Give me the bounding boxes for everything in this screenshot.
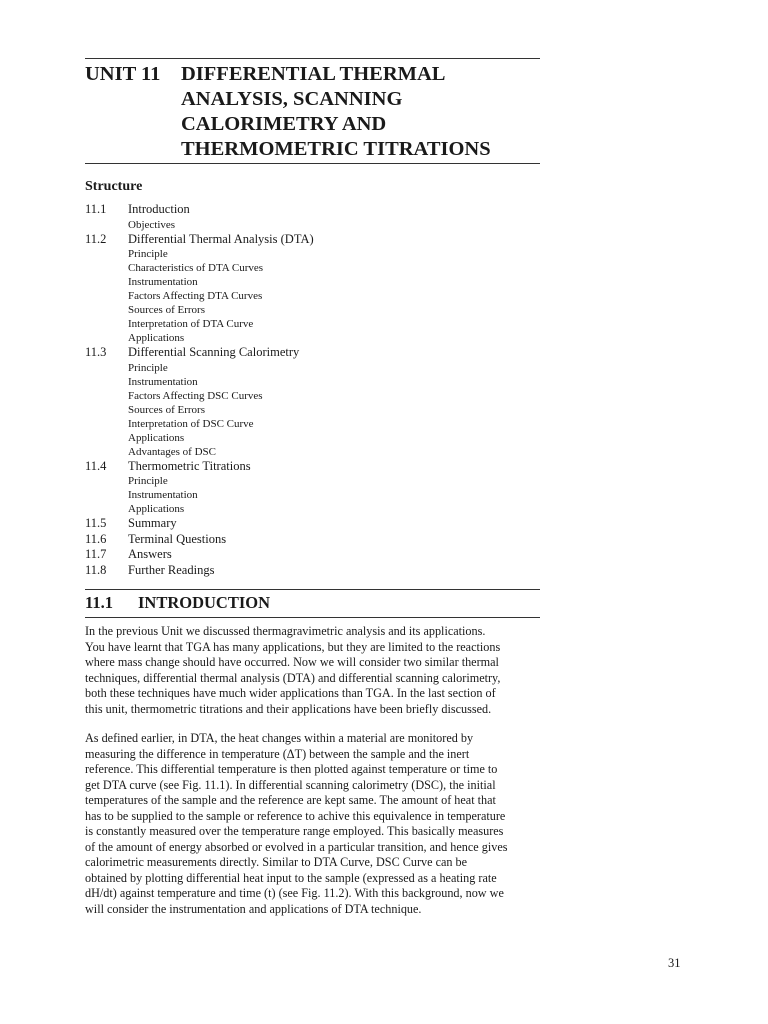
toc-entry-title: Further Readings (128, 562, 215, 577)
toc-entry (85, 563, 540, 579)
toc-entry (85, 532, 540, 548)
toc-subentry: Applications (128, 431, 185, 444)
unit-title (181, 62, 491, 162)
paragraph-line: will consider the instrumentation and applications of DTA technique. (85, 901, 422, 916)
toc-subentry: Interpretation of DSC Curve (128, 417, 254, 430)
toc-subentry: Advantages of DSC (128, 445, 216, 458)
toc-entry-title: Summary (128, 516, 177, 530)
paragraph-line: of the amount of energy absorbed or evolved in a particular transition, and hence gives (85, 839, 508, 854)
paragraph-line: measuring the difference in temperature (ΔT) between the sample and the inert (85, 746, 470, 761)
toc-entry-number: 11.6 (85, 531, 107, 546)
paragraph-line: has to be supplied to the sample or reference to achive this equivalence in temperature (85, 808, 506, 823)
toc-subentry: Applications (128, 332, 185, 344)
paragraph-line: reference. This differential temperature is then plotted against temperature or time to (85, 762, 498, 776)
toc-entry-number: 11.5 (85, 516, 107, 530)
toc-subentry: Instrumentation (128, 489, 198, 501)
paragraph-line: obtained by plotting differential heat input to the sample (expressed as a heating rate (85, 870, 497, 885)
unit-title-line: DIFFERENTIAL THERMAL (181, 63, 446, 85)
unit-title-line: THERMOMETRIC TITRATIONS (181, 138, 491, 160)
toc-entry-title: Introduction (128, 202, 190, 216)
toc-entry-number: 11.3 (85, 345, 107, 359)
toc-entry (85, 232, 540, 248)
toc-entry-number: 11.7 (85, 547, 107, 561)
toc-subentry: Characteristics of DTA Curves (128, 262, 264, 274)
toc-subentry: Instrumentation (128, 276, 198, 288)
toc-entry-title: Terminal Questions (128, 531, 227, 546)
toc-subentry: Interpretation of DTA Curve (128, 318, 254, 330)
paragraph-line: temperatures of the sample and the reference are kept same. The amount of heat that (85, 793, 496, 807)
unit-title-line: CALORIMETRY AND (181, 113, 387, 135)
paragraph-line: dH/dt) against temperature and time (t) (see Fig. 11.2). With this background, now we (85, 886, 504, 900)
toc-entry (85, 547, 540, 563)
paragraph-line: this unit, thermometric titrations and their applications have been briefly discussed. (85, 701, 492, 716)
toc-entry (85, 459, 540, 475)
toc-entry-title: Thermometric Titrations (128, 458, 251, 473)
toc-subentry: Principle (128, 361, 168, 374)
toc-subentry: Objectives (128, 218, 176, 231)
paragraph-dta-dsc (85, 731, 545, 917)
toc-entry-number: 11.1 (85, 202, 107, 216)
toc-entry (85, 516, 540, 532)
toc-subentry: Principle (128, 475, 168, 487)
paragraph-line: calorimetric measurements directly. Similar to DTA Curve, DSC Curve can be (85, 855, 468, 869)
paragraph-intro (85, 624, 545, 717)
paragraph-line: techniques, differential thermal analysis (DTA) and differential scanning calorimetry, (85, 670, 501, 685)
toc-subentry: Sources of Errors (128, 304, 205, 316)
toc-entry-number: 11.2 (85, 231, 107, 246)
section-top-rule (85, 589, 540, 590)
toc-entry-title: Differential Thermal Analysis (DTA) (128, 231, 314, 246)
toc-subentry: Applications (128, 503, 185, 515)
paragraph-line: get DTA curve (see Fig. 11.1). In differential scanning calorimetry (DSC), the initial (85, 777, 496, 792)
top-rule (85, 58, 540, 59)
toc-entry-number: 11.4 (85, 458, 107, 473)
toc-subentry: Sources of Errors (128, 403, 205, 416)
structure-heading: Structure (85, 179, 143, 194)
unit-title-line: ANALYSIS, SCANNING (181, 88, 403, 110)
toc-entry-number: 11.8 (85, 562, 107, 577)
paragraph-line: both these techniques have much wider applications than TGA. In the last section of (85, 686, 496, 700)
section-number: 11.1 (85, 593, 113, 612)
paragraph-line: is constantly measured over the temperature range employed. This basically measures (85, 824, 504, 838)
toc-subentry: Instrumentation (128, 375, 198, 388)
paragraph-line: In the previous Unit we discussed thermagravimetric analysis and its applications. (85, 624, 486, 638)
toc-subentry: Factors Affecting DTA Curves (128, 290, 263, 302)
title-bottom-rule (85, 163, 540, 164)
section-title: INTRODUCTION (138, 593, 271, 612)
toc-subentry: Factors Affecting DSC Curves (128, 389, 263, 402)
paragraph-line: where mass change should have occurred. Now we will consider two similar thermal (85, 655, 499, 669)
paragraph-line: You have learnt that TGA has many applications, but they are limited to the reactions (85, 639, 501, 654)
paragraph-line: As defined earlier, in DTA, the heat changes within a material are monitored by (85, 731, 474, 745)
toc-entry-title: Differential Scanning Calorimetry (128, 345, 300, 359)
toc-entry-title: Answers (128, 547, 172, 561)
toc-entry (85, 202, 540, 218)
toc-subentry: Principle (128, 248, 168, 260)
page-number: 31 (668, 956, 681, 970)
unit-label: UNIT 11 (85, 63, 161, 85)
section-bottom-rule (85, 617, 540, 618)
table-of-contents (85, 202, 540, 578)
toc-entry (85, 345, 540, 361)
